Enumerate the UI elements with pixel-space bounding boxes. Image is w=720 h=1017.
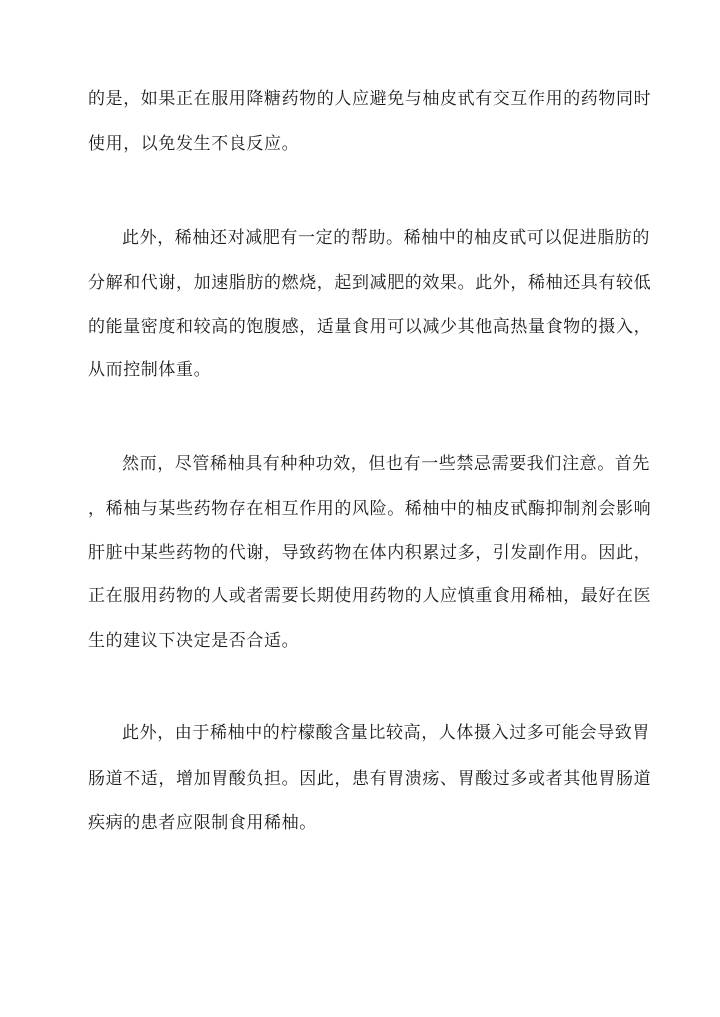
paragraph-line: 肝脏中某些药物的代谢，导致药物在体内积累过多，引发副作用。因此， [88, 543, 652, 563]
paragraph-line: 分解和代谢，加速脂肪的燃烧，起到减肥的效果。此外，稀柚还具有较低 [88, 273, 652, 293]
paragraph-line: 此外，稀柚还对减肥有一定的帮助。稀柚中的柚皮甙可以促进脂肪的 [122, 228, 650, 248]
paragraph-line: 的能量密度和较高的饱腹感，适量食用可以减少其他高热量食物的摄入， [88, 317, 652, 337]
paragraph-line: 然而，尽管稀柚具有种种功效，但也有一些禁忌需要我们注意。首先 [122, 454, 650, 474]
paragraph-line: 正在服用药物的人或者需要长期使用药物的人应慎重食用稀柚，最好在医 [88, 586, 652, 606]
paragraph-line: 肠道不适，增加胃酸负担。因此，患有胃溃疡、胃酸过多或者其他胃肠道 [88, 769, 652, 789]
paragraph-line: 从而控制体重。 [88, 360, 212, 380]
paragraph-line: 此外，由于稀柚中的柠檬酸含量比较高，人体摄入过多可能会导致胃 [122, 723, 650, 743]
paragraph-line: 生的建议下决定是否合适。 [88, 631, 300, 651]
paragraph-line: 使用，以免发生不良反应。 [88, 134, 300, 154]
paragraph-line: 疾病的患者应限制食用稀柚。 [88, 813, 317, 833]
paragraph-line: ，稀柚与某些药物存在相互作用的风险。稀柚中的柚皮甙酶抑制剂会影响 [88, 499, 652, 519]
paragraph-line: 的是，如果正在服用降糖药物的人应避免与柚皮甙有交互作用的药物同时 [88, 89, 652, 109]
